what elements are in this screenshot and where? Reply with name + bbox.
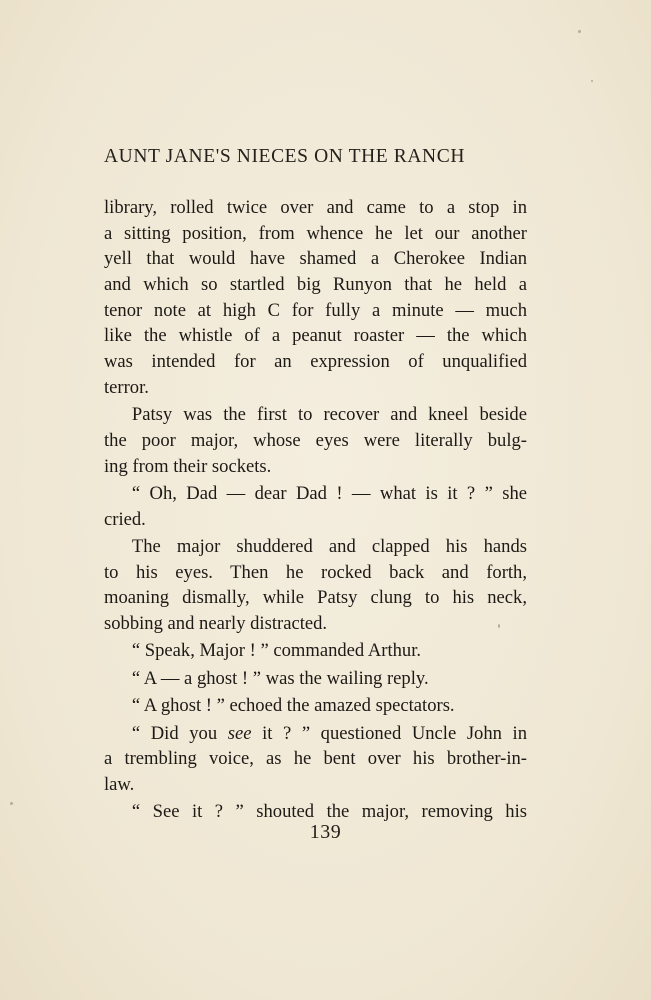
text-line: sobbing and nearly distracted. bbox=[104, 613, 328, 635]
paper-speck bbox=[10, 802, 13, 805]
page-number: 139 bbox=[309, 821, 342, 843]
text-line: to his eyes. Then he rocked back and forth, bbox=[104, 561, 527, 583]
text-line: The major shuddered and clapped his hands bbox=[104, 536, 527, 557]
text-line: terror. bbox=[104, 376, 149, 398]
text-line: “ See it ? ” shouted the major, removing his bbox=[104, 801, 527, 823]
running-head: AUNT JANE'S NIECES ON THE RANCH bbox=[104, 146, 466, 167]
text-line: a sitting position, from whence he let our another bbox=[104, 222, 527, 244]
text-line: was intended for an expression of unqualified bbox=[104, 351, 527, 373]
text-line: moaning dismally, while Patsy clung to his neck, bbox=[104, 587, 527, 609]
text-line: like the whistle of a peanut roaster — the which bbox=[104, 325, 527, 347]
text-line: “ Oh, Dad — dear Dad ! — what is it ? ” she bbox=[104, 482, 527, 504]
text-line: Patsy was the first to recover and kneel beside bbox=[104, 404, 527, 426]
text-line: “ A ghost ! ” echoed the amazed spectators. bbox=[104, 695, 455, 717]
paper-speck bbox=[578, 30, 581, 33]
text-line: “ A — a ghost ! ” was the wailing reply. bbox=[104, 667, 429, 689]
text-line: a trembling voice, as he bent over his brother-in- bbox=[104, 748, 527, 770]
text-line: ing from their sockets. bbox=[104, 455, 272, 477]
body-text bbox=[104, 195, 527, 825]
emphasis: see bbox=[227, 722, 252, 744]
paper-speck bbox=[498, 624, 500, 628]
text-line: tenor note at high C for fully a minute — much bbox=[104, 299, 527, 321]
text-line: “ Speak, Major ! ” commanded Arthur. bbox=[104, 640, 422, 662]
text-line: cried. bbox=[104, 508, 146, 530]
text-line: law. bbox=[104, 773, 135, 795]
text-line: library, rolled twice over and came to a stop in bbox=[104, 197, 527, 218]
text-line: yell that would have shamed a Cherokee Indian bbox=[104, 248, 527, 270]
text-line: “ Did you see it ? ” questioned Uncle John in bbox=[104, 722, 528, 744]
text-line: and which so startled big Runyon that he held a bbox=[104, 274, 527, 296]
paper-speck bbox=[591, 80, 593, 82]
text-line: the poor major, whose eyes were literally bulg- bbox=[104, 429, 527, 451]
